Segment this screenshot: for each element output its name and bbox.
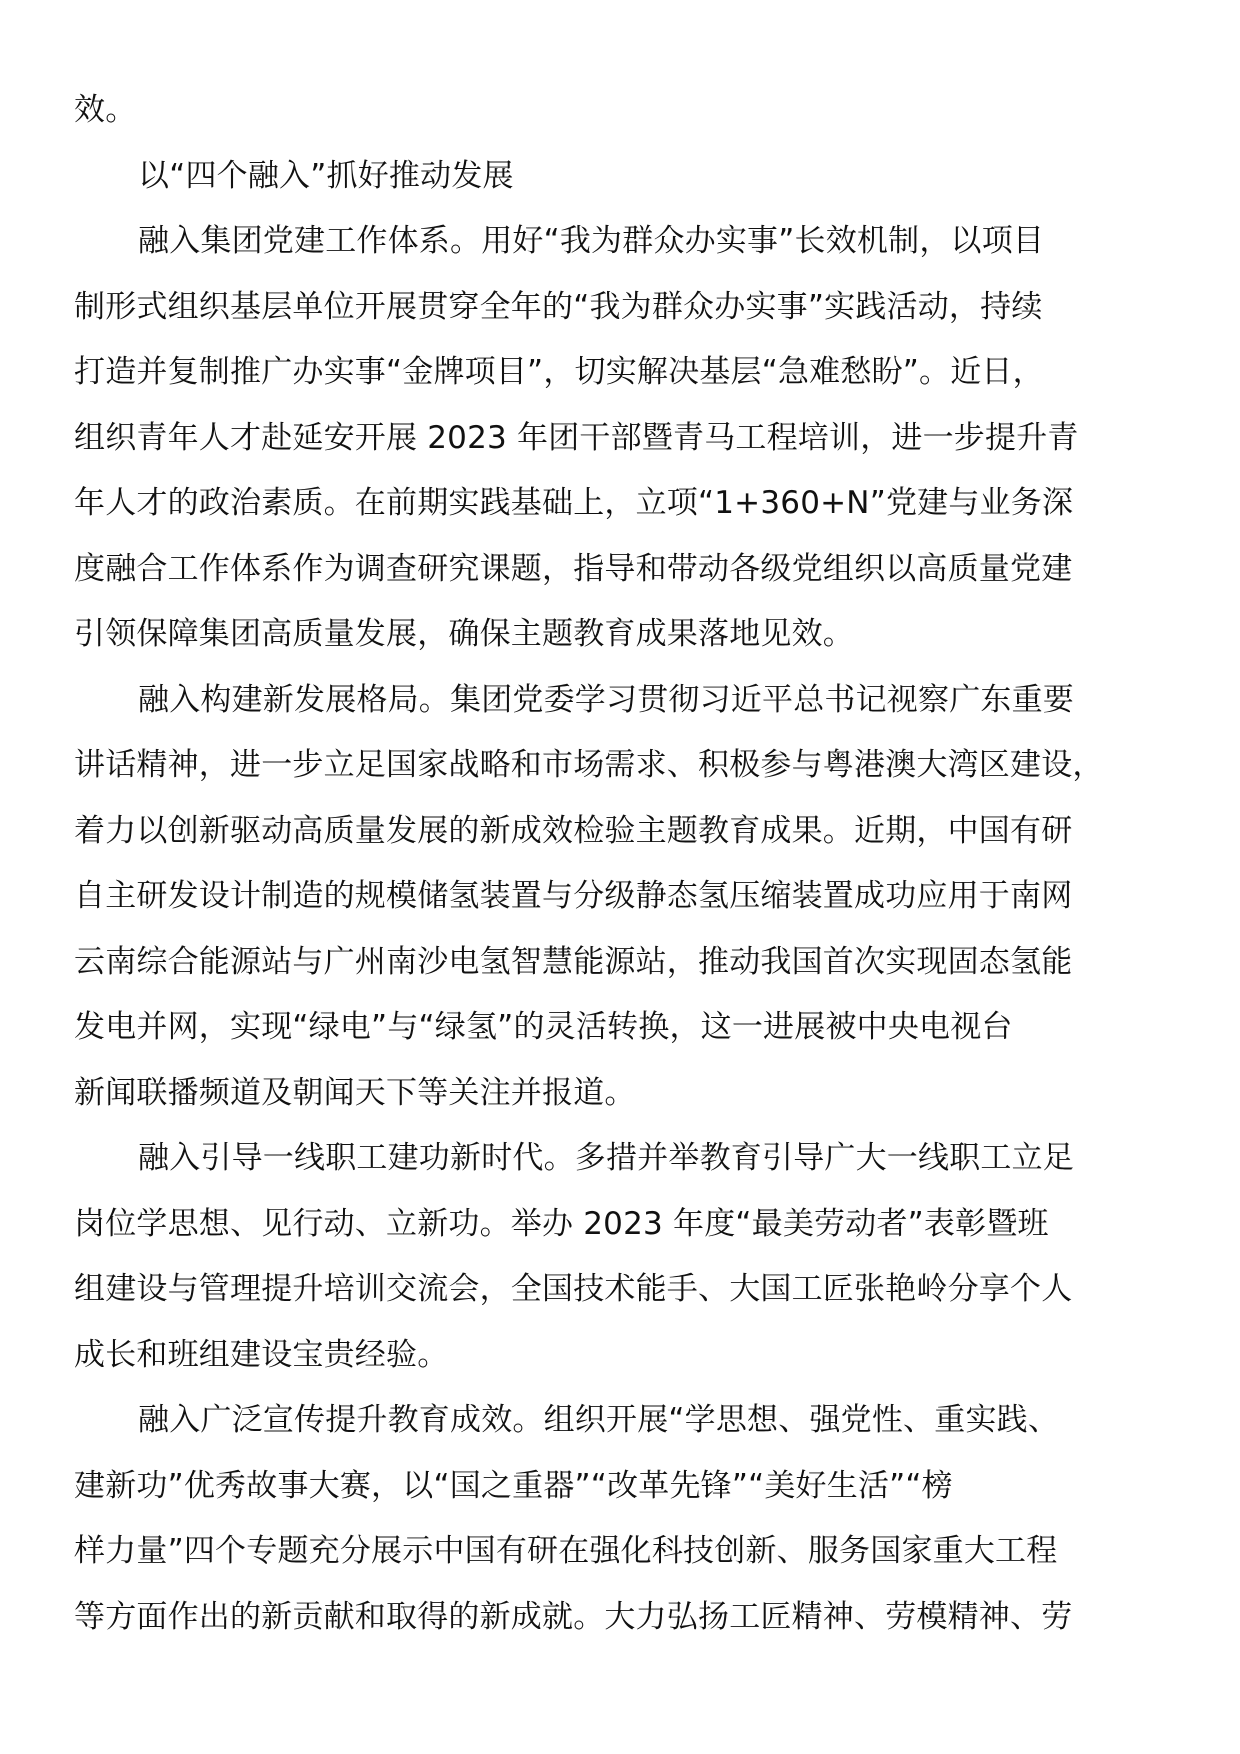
paragraph-1-line-3: 打造并复制推广办实事“金牌项目”，切实解决基层“急难愁盼”。近日， bbox=[74, 354, 1044, 390]
paragraph-2-line-4: 自主研发设计制造的规模储氢装置与分级静态氢压缩装置成功应用于南网 bbox=[74, 878, 1073, 914]
paragraph-3-line-1: 融入引导一线职工建功新时代。多措并举教育引导广大一线职工立足 bbox=[138, 1140, 1074, 1176]
paragraph-4-line-2: 建新功”优秀故事大赛，以“国之重器”“改革先锋”“美好生活”“榜 bbox=[74, 1467, 953, 1504]
paragraph-1-line-1: 融入集团党建工作体系。用好“我为群众办实事”长效机制，以项目 bbox=[138, 223, 1045, 259]
paragraph-3-line-3: 组建设与管理提升培训交流会，全国技术能手、大国工匠张艳岭分享个人 bbox=[74, 1271, 1073, 1307]
paragraph-2-line-3: 着力以创新驱动高质量发展的新成效检验主题教育成果。近期，中国有研 bbox=[74, 812, 1073, 849]
paragraph-4-line-1: 融入广泛宣传提升教育成效。组织开展“学思想、强党性、重实践、 bbox=[138, 1402, 1060, 1438]
paragraph-1-line-7: 引领保障集团高质量发展，确保主题教育成果落地见效。 bbox=[74, 616, 854, 652]
paragraph-4-line-3: 样力量”四个专题充分展示中国有研在强化科技创新、服务国家重大工程 bbox=[74, 1533, 1058, 1569]
paragraph-3-line-2: 岗位学思想、见行动、立新功。举办 2023 年度“最美劳动者”表彰暨班 bbox=[74, 1205, 1049, 1242]
paragraph-2-line-6: 发电并网，实现“绿电”与“绿氢”的灵活转换，这一进展被中央电视台 bbox=[74, 1009, 1013, 1045]
paragraph-1-line-4: 组织青年人才赴延安开展 2023 年团干部暨青马工程培训，进一步提升青 bbox=[74, 419, 1079, 456]
paragraph-2-line-1: 融入构建新发展格局。集团党委学习贯彻习近平总书记视察广东重要 bbox=[138, 681, 1074, 718]
text-line-1: 效。 bbox=[74, 92, 137, 128]
paragraph-4-line-4: 等方面作出的新贡献和取得的新成就。大力弘扬工匠精神、劳模精神、劳 bbox=[74, 1598, 1073, 1635]
paragraph-1-line-5: 年人才的政治素质。在前期实践基础上，立项“1+360+N”党建与业务深 bbox=[74, 485, 1074, 521]
paragraph-2-line-7: 新闻联播频道及朝闻天下等关注并报道。 bbox=[74, 1074, 636, 1111]
paragraph-1-line-6: 度融合工作体系作为调查研究课题，指导和带动各级党组织以高质量党建 bbox=[74, 550, 1073, 587]
document-body bbox=[74, 78, 1178, 1650]
paragraph-1-line-2: 制形式组织基层单位开展贯穿全年的“我为群众办实事”实践活动，持续 bbox=[74, 288, 1043, 325]
paragraph-2-line-2: 讲话精神，进一步立足国家战略和市场需求、积极参与粤港澳大湾区建设， bbox=[74, 747, 1104, 783]
section-heading: 以“四个融入”抓好推动发展 bbox=[138, 157, 514, 194]
paragraph-2-line-5: 云南综合能源站与广州南沙电氢智慧能源站，推动我国首次实现固态氢能 bbox=[74, 943, 1073, 980]
paragraph-3-line-4: 成长和班组建设宝贵经验。 bbox=[74, 1336, 449, 1373]
